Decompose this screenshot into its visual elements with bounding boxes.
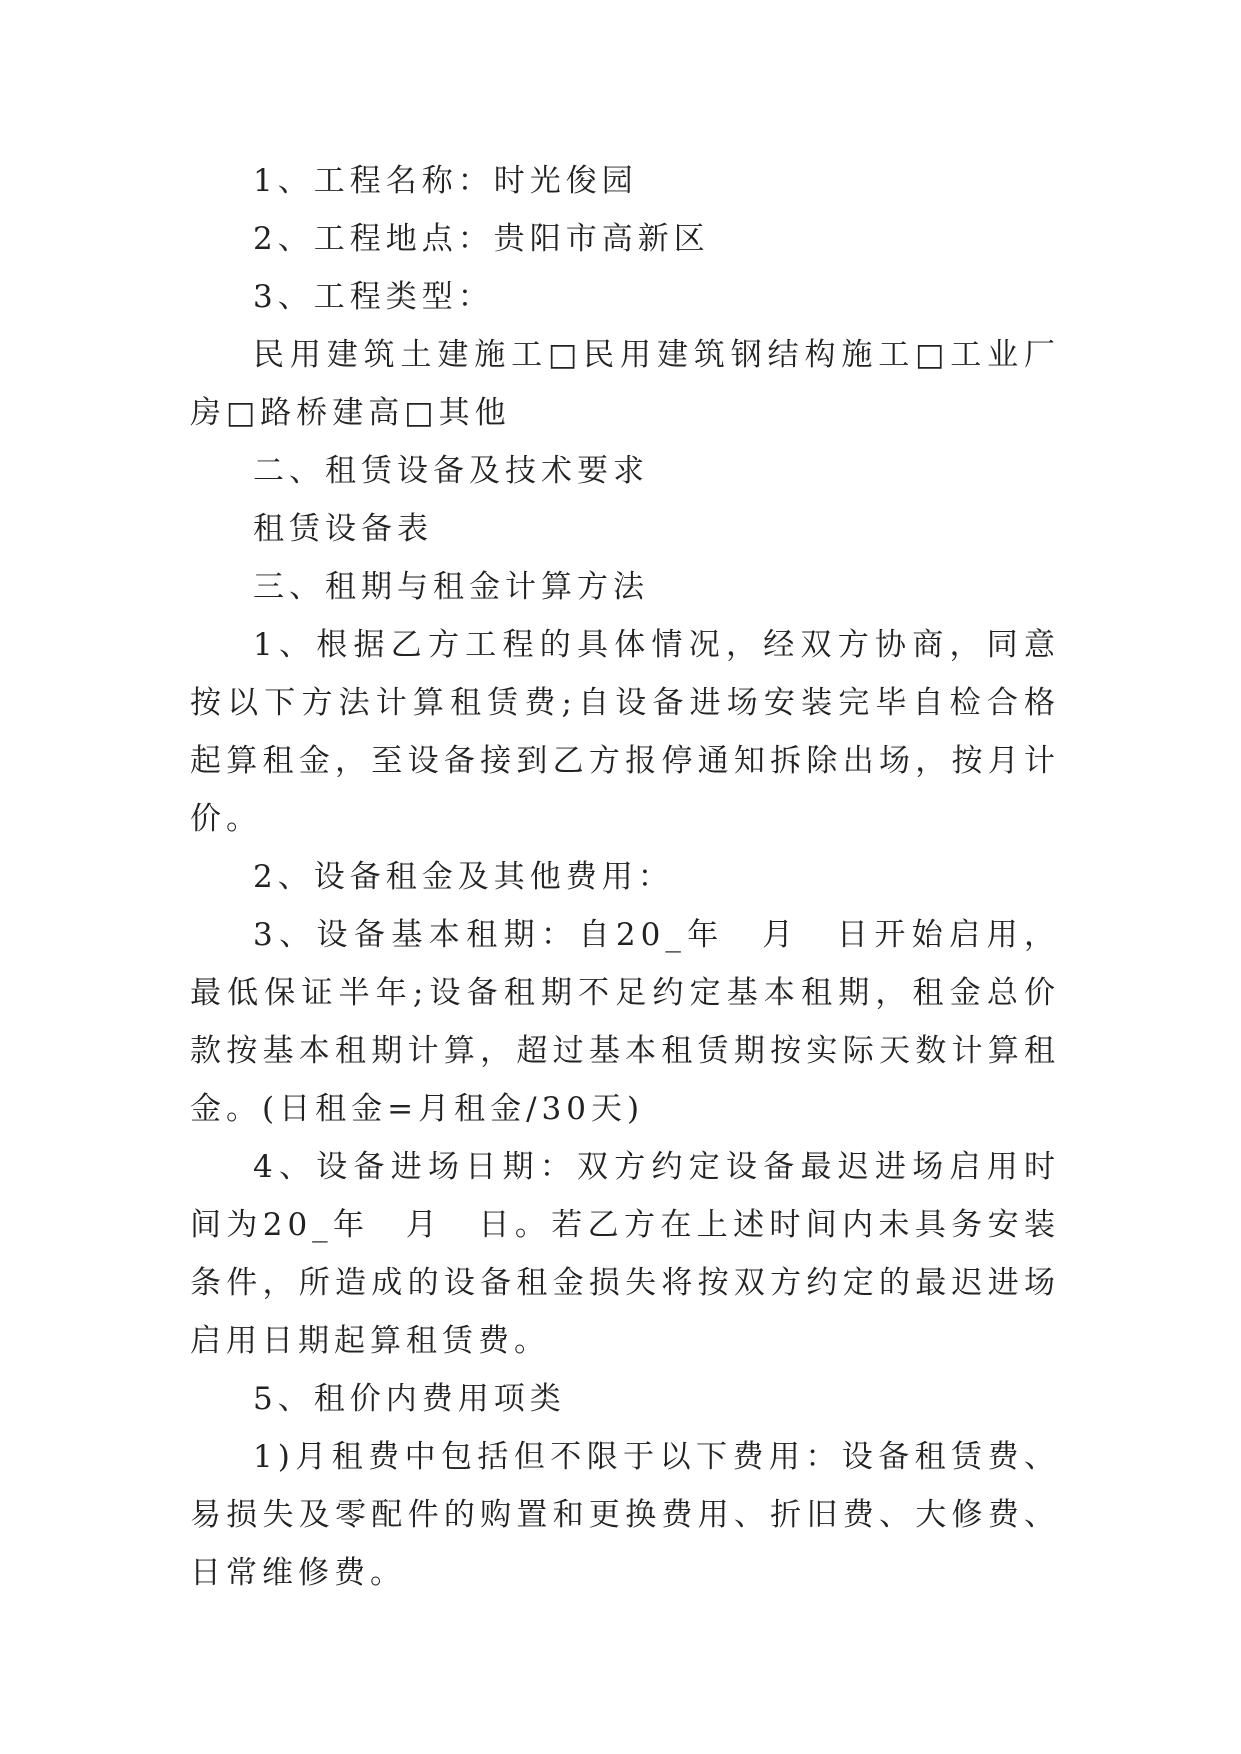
project-location-line: 2、工程地点：贵阳市高新区 bbox=[253, 221, 710, 257]
section-heading-rental-term: 三、租期与租金计算方法 bbox=[253, 569, 649, 605]
clause-5-heading: 5、租价内费用项类 bbox=[253, 1381, 566, 1417]
clause-4-paragraph: 4、设备进场日期：双方约定设备最迟进场启用时间为20_年 月 日。若乙方在上述时间内未具务安装条件，所造成的设备租金损失将按双方约定的最迟进场启用日期起算租赁费。 bbox=[190, 1149, 1060, 1359]
equipment-table-title: 租赁设备表 bbox=[253, 511, 433, 547]
clause-3-paragraph: 3、设备基本租期：自20_年 月 日开始启用，最低保证半年;设备租期不足约定基本租期，租金总价款按基本租期计算，超过基本租赁期按实际天数计算租金。(日租金=月租金/30天) bbox=[190, 917, 1060, 1127]
clause-2-paragraph: 2、设备租金及其他费用： bbox=[253, 859, 674, 895]
clause-5-item-1-paragraph: 1)月租费中包括但不限于以下费用：设备租赁费、易损失及零配件的购置和更换费用、折旧费、大修费、日常维修费。 bbox=[190, 1439, 1060, 1591]
project-type-options: 民用建筑土建施工□民用建筑钢结构施工□工业厂房□路桥建高□其他 bbox=[190, 337, 1060, 431]
document-body bbox=[190, 152, 1060, 1602]
section-heading-equipment: 二、租赁设备及技术要求 bbox=[253, 453, 649, 489]
project-name-line: 1、工程名称：时光俊园 bbox=[253, 163, 638, 199]
project-type-heading: 3、工程类型： bbox=[253, 279, 494, 315]
clause-1-paragraph: 1、根据乙方工程的具体情况，经双方协商，同意按以下方法计算租赁费;自设备进场安装完毕自检合格起算租金，至设备接到乙方报停通知拆除出场，按月计价。 bbox=[190, 627, 1060, 837]
